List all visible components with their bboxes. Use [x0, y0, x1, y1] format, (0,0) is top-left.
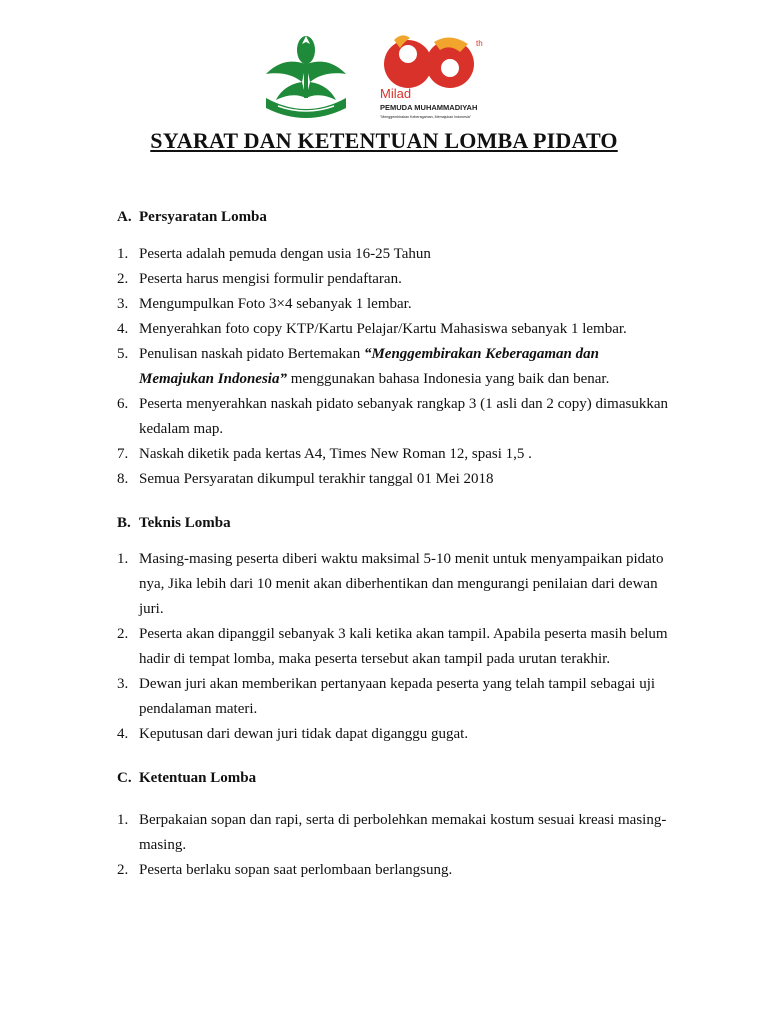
section-letter: A.	[117, 209, 132, 225]
section-c-heading	[117, 770, 256, 787]
list-item: 2. Peserta harus mengisi formulir pendaftaran.	[117, 271, 402, 287]
page-title: SYARAT DAN KETENTUAN LOMBA PIDATO	[150, 128, 618, 153]
list-item: 3. Mengumpulkan Foto 3×4 sebanyak 1 lembar.	[117, 296, 412, 312]
list-item: 4. Menyerahkan foto copy KTP/Kartu Pelajar/Kartu Mahasiswa sebanyak 1 lembar.	[117, 321, 627, 337]
list-item: 8. Semua Persyaratan dikumpul terakhir tanggal 01 Mei 2018	[117, 471, 494, 487]
list-item: 4. Keputusan dari dewan juri tidak dapat diganggu gugat.	[117, 726, 469, 742]
header-logos	[258, 28, 498, 128]
section-title: Persyaratan Lomba	[139, 209, 267, 225]
section-a-heading	[117, 209, 267, 226]
section-letter: B.	[117, 515, 131, 531]
section-c-list	[117, 808, 677, 883]
section-a-list	[117, 242, 677, 492]
milad-org: PEMUDA MUHAMMADIYAH	[380, 103, 478, 112]
list-item: 1. Peserta adalah pemuda dengan usia 16-25 Tahun	[117, 246, 431, 262]
list-item: 3. Dewan juri akan memberikan pertanyaan kepada peserta yang telah tampil sebagai uji pendalaman materi.	[117, 676, 656, 717]
list-item: 5. Penulisan naskah pidato Bertemakan “Menggembirakan Keberagaman dan Memajukan Indonesia” menggunakan bahasa Indonesia yang baik dan benar.	[117, 346, 610, 387]
section-title: Teknis Lomba	[139, 515, 231, 531]
milad-logo	[380, 32, 498, 124]
section-letter: C.	[117, 770, 132, 786]
list-item: 2. Peserta akan dipanggil sebanyak 3 kali ketika akan tampil. Apabila peserta masih belum hadir di tempat lomba, maka peserta tersebut akan tampil pada urutan terakhir.	[117, 626, 668, 667]
list-item: 6. Peserta menyerahkan naskah pidato sebanyak rangkap 3 (1 asli dan 2 copy) dimasukkan kedalam map.	[117, 396, 668, 437]
section-title: Ketentuan Lomba	[139, 770, 257, 786]
milad-tagline: "Menggembirakan Keberagaman, Memajukan Indonesia"	[380, 115, 472, 119]
section-b-heading	[117, 515, 231, 532]
section-b-list	[117, 547, 677, 747]
milad-ordinal: th	[476, 39, 483, 48]
milad-text: Milad	[380, 86, 412, 101]
pemuda-muhammadiyah-logo	[258, 28, 354, 120]
list-item: 1. Berpakaian sopan dan rapi, serta di perbolehkan memakai kostum sesuai kreasi masing-masing.	[117, 812, 667, 853]
list-item: 7. Naskah diketik pada kertas A4, Times New Roman 12, spasi 1,5 .	[117, 446, 532, 462]
list-item: 1. Masing-masing peserta diberi waktu maksimal 5-10 menit untuk menyampaikan pidato nya, Jika lebih dari 10 menit akan diberhentikan dan mengurangi penilaian dari dewan juri.	[117, 551, 664, 617]
list-item: 2. Peserta berlaku sopan saat perlombaan berlangsung.	[117, 862, 453, 878]
